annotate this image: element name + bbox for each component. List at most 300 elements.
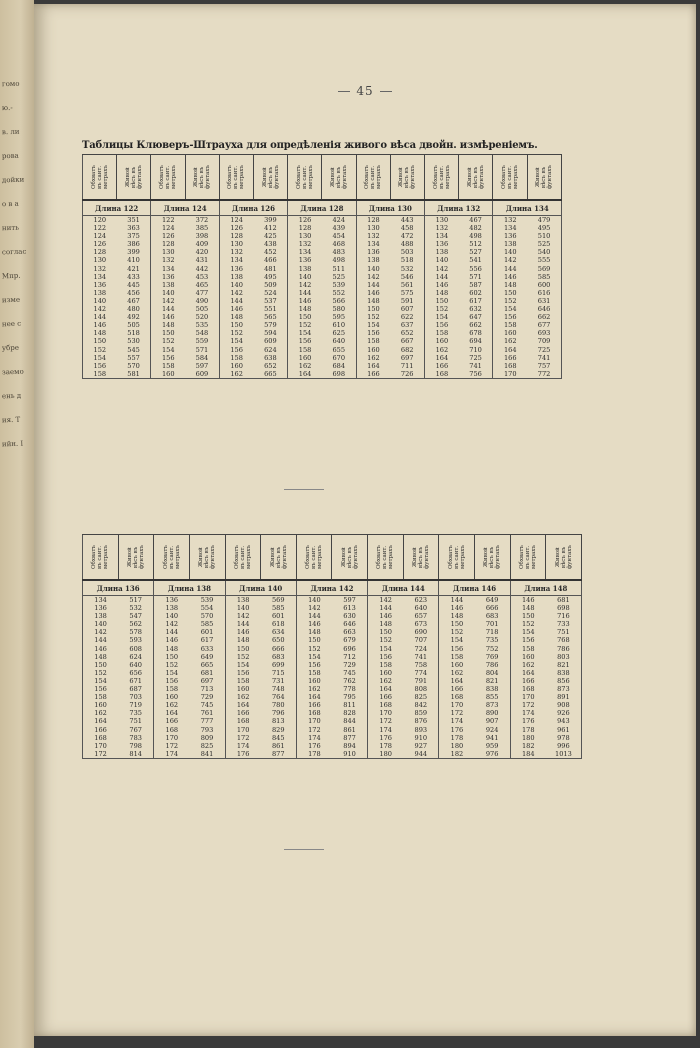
- column-header-text: Живой вѣсъ въ фунтахъ: [535, 164, 554, 190]
- weight-cell: 751: [546, 628, 582, 636]
- weight-cell: 554: [200, 604, 214, 613]
- girth-column-header: [368, 535, 404, 581]
- girth-cell: 172: [83, 750, 119, 759]
- girth-cell: 138: [154, 604, 190, 612]
- girth-column-header: [83, 535, 119, 581]
- weight-cell: 510: [527, 232, 561, 240]
- weight-cell: 910: [332, 750, 368, 759]
- girth-cell: 178: [296, 750, 332, 759]
- girth-cell: 130: [151, 248, 185, 256]
- weight-cell: 657: [414, 612, 428, 621]
- girth-cell: 154: [439, 636, 475, 644]
- girth-cell: 140: [83, 297, 117, 305]
- weight-cell: 625: [332, 329, 346, 338]
- girth-cell: 156: [225, 669, 261, 677]
- weight-cell: 439: [332, 224, 346, 233]
- weight-column-header: [254, 155, 288, 201]
- girth-cell: 152: [83, 346, 117, 354]
- weight-cell: 597: [195, 361, 209, 370]
- weight-cell: 546: [400, 272, 414, 281]
- girth-cell: 144: [288, 289, 322, 297]
- weight-cell: 725: [527, 346, 561, 354]
- girth-cell: 158: [83, 370, 117, 379]
- weight-column-header: [117, 155, 151, 201]
- weight-cell: 640: [129, 660, 142, 669]
- weight-cell: 363: [127, 224, 140, 233]
- weight-cell: 556: [469, 264, 482, 273]
- previous-page-text: в. ли: [1, 127, 20, 137]
- weight-cell: 821: [485, 676, 499, 685]
- weight-cell: 924: [485, 725, 499, 734]
- table-row: [83, 313, 562, 321]
- weight-cell: 777: [200, 717, 214, 726]
- girth-cell: 138: [151, 281, 185, 289]
- girth-cell: 136: [83, 604, 119, 612]
- girth-cell: 154: [425, 313, 459, 321]
- girth-cell: 160: [151, 370, 185, 379]
- weight-cell: 618: [271, 620, 285, 629]
- girth-cell: 124: [151, 224, 185, 232]
- previous-page-text: дойки: [1, 175, 25, 185]
- weight-cell: 678: [469, 329, 482, 338]
- length-group-header: Длина 144: [368, 580, 439, 596]
- girth-cell: 132: [151, 256, 185, 264]
- girth-cell: 158: [296, 669, 332, 677]
- girth-cell: 172: [368, 717, 404, 725]
- girth-cell: 152: [219, 329, 253, 337]
- girth-cell: 170: [439, 701, 475, 709]
- weight-cell: 690: [414, 628, 428, 637]
- girth-cell: 160: [356, 346, 390, 354]
- column-header-text: Обхватъ въ сант. метрахъ: [90, 165, 109, 189]
- column-header-text: Живой вѣсъ въ фунтахъ: [398, 164, 417, 190]
- weight-cell: 640: [414, 604, 428, 613]
- weight-cell: 694: [469, 337, 482, 346]
- girth-cell: 146: [83, 321, 117, 329]
- girth-cell: 140: [154, 612, 190, 620]
- girth-cell: 146: [510, 596, 546, 605]
- weight-cell: 774: [414, 668, 428, 677]
- weight-cell: 735: [129, 709, 142, 718]
- weight-cell: 861: [271, 741, 285, 750]
- table-row: [83, 232, 562, 240]
- weight-cell: 424: [332, 216, 346, 224]
- table-row: [83, 701, 582, 709]
- girth-cell: 156: [83, 362, 117, 370]
- girth-cell: 172: [296, 726, 332, 734]
- girth-cell: 170: [296, 717, 332, 725]
- weight-cell: 465: [195, 280, 209, 289]
- weight-cell: 662: [527, 313, 561, 321]
- girth-column-header: [510, 535, 546, 581]
- girth-cell: 122: [83, 224, 117, 232]
- girth-cell: 154: [83, 677, 119, 685]
- girth-cell: 156: [439, 645, 475, 653]
- weight-cell: 703: [129, 693, 142, 702]
- weight-cell: 630: [343, 612, 356, 621]
- girth-cell: 130: [83, 256, 117, 264]
- weight-cell: 681: [546, 596, 582, 605]
- girth-cell: 150: [425, 297, 459, 305]
- table-row: [83, 346, 562, 354]
- girth-cell: 180: [439, 742, 475, 750]
- weight-cell: 452: [264, 248, 277, 257]
- weight-cell: 518: [400, 256, 414, 265]
- weight-cell: 552: [332, 288, 346, 297]
- girth-cell: 174: [296, 734, 332, 742]
- girth-cell: 132: [219, 248, 253, 256]
- weight-cell: 829: [271, 725, 285, 734]
- weight-cell: 632: [469, 305, 482, 314]
- weight-cell: 555: [527, 256, 561, 264]
- weight-cell: 709: [527, 337, 561, 345]
- column-header-text: Живой вѣсъ въ фунтахъ: [126, 544, 145, 570]
- table-row: [83, 612, 582, 620]
- weight-cell: 480: [127, 305, 140, 314]
- girth-cell: 180: [368, 750, 404, 759]
- girth-cell: 174: [154, 750, 190, 759]
- weight-cell: 609: [264, 337, 277, 346]
- weight-cell: 769: [485, 652, 499, 661]
- weight-cell: 372: [195, 216, 209, 224]
- girth-cell: 140: [288, 273, 322, 281]
- previous-page-text: нее с: [1, 319, 22, 329]
- girth-cell: 174: [368, 726, 404, 734]
- weight-cell: 498: [469, 232, 482, 241]
- girth-cell: 148: [296, 628, 332, 636]
- weight-cell: 649: [485, 596, 499, 604]
- girth-column-header: [154, 535, 190, 581]
- weight-cell: 697: [400, 353, 414, 362]
- length-group-header: Длина 138: [154, 580, 225, 596]
- girth-cell: 158: [288, 346, 322, 354]
- girth-cell: 168: [510, 685, 546, 693]
- girth-cell: 128: [356, 216, 390, 225]
- weight-cell: 638: [264, 353, 277, 362]
- girth-cell: 138: [83, 289, 117, 297]
- girth-cell: 140: [83, 620, 119, 628]
- girth-cell: 158: [83, 693, 119, 701]
- length-group-header: Длина 146: [439, 580, 510, 596]
- girth-cell: 142: [368, 596, 404, 605]
- girth-cell: 160: [288, 354, 322, 362]
- girth-cell: 150: [154, 653, 190, 661]
- girth-cell: 150: [356, 305, 390, 313]
- table-row: [83, 240, 562, 248]
- girth-cell: 158: [225, 677, 261, 685]
- column-header-text: Живой вѣсъ въ фунтахъ: [554, 544, 573, 570]
- table-row: [83, 281, 562, 289]
- weight-cell: 891: [546, 693, 582, 701]
- table-row: [83, 329, 562, 337]
- weight-cell: 518: [127, 329, 140, 338]
- previous-page-text: гомо: [1, 79, 20, 89]
- length-group-header: Длина 136: [83, 580, 154, 596]
- girth-cell: 154: [510, 628, 546, 636]
- girth-cell: 146: [425, 281, 459, 289]
- girth-cell: 140: [225, 604, 261, 612]
- weight-cell: 458: [400, 224, 414, 233]
- girth-cell: 146: [288, 297, 322, 305]
- girth-cell: 150: [219, 321, 253, 329]
- girth-cell: 140: [493, 248, 527, 256]
- column-header-text: Живой вѣсъ въ фунтахъ: [466, 164, 485, 190]
- table-row: [83, 693, 582, 701]
- girth-cell: 134: [356, 240, 390, 248]
- weight-cell: 524: [264, 288, 277, 297]
- girth-cell: 168: [225, 717, 261, 725]
- girth-cell: 130: [288, 232, 322, 240]
- girth-cell: 142: [288, 281, 322, 289]
- girth-cell: 160: [154, 693, 190, 701]
- girth-cell: 144: [83, 636, 119, 644]
- weight-cell: 711: [400, 361, 414, 370]
- girth-cell: 164: [439, 677, 475, 685]
- weight-cell: 412: [264, 224, 277, 233]
- girth-cell: 148: [425, 289, 459, 297]
- weight-cell: 585: [271, 604, 285, 613]
- girth-column-header: [296, 535, 332, 581]
- weight-cell: 859: [414, 709, 428, 718]
- table-row: [83, 742, 582, 750]
- weight-cell: 454: [332, 232, 346, 241]
- length-group-header: Длина 122: [83, 200, 151, 216]
- girth-cell: 142: [296, 604, 332, 612]
- girth-cell: 156: [154, 677, 190, 685]
- weight-cell: 467: [469, 216, 482, 224]
- weight-cell: 569: [527, 265, 561, 273]
- weight-cell: 718: [485, 628, 499, 637]
- previous-page-text: заемо: [1, 367, 24, 377]
- girth-cell: 172: [225, 734, 261, 742]
- weight-cell: 453: [195, 272, 209, 281]
- girth-cell: 142: [493, 256, 527, 264]
- girth-cell: 154: [83, 354, 117, 362]
- girth-cell: 178: [439, 734, 475, 742]
- girth-cell: 166: [493, 354, 527, 362]
- weight-cell: 748: [271, 685, 285, 694]
- weight-cell: 410: [127, 256, 140, 265]
- weight-cell: 571: [195, 345, 209, 354]
- weight-cell: 547: [129, 612, 142, 621]
- weight-cell: 791: [414, 676, 428, 685]
- girth-cell: 130: [356, 224, 390, 232]
- weight-cell: 650: [271, 636, 285, 645]
- weight-cell: 926: [546, 709, 582, 717]
- weight-cell: 532: [400, 264, 414, 273]
- girth-cell: 156: [288, 337, 322, 345]
- previous-page-text: нить: [1, 223, 20, 233]
- column-header-text: Обхватъ въ сант. метрахъ: [162, 545, 181, 569]
- girth-cell: 182: [510, 742, 546, 750]
- girth-cell: 140: [356, 265, 390, 273]
- girth-cell: 152: [439, 628, 475, 636]
- weight-cell: 399: [127, 248, 140, 257]
- previous-page-text: изме: [1, 295, 21, 305]
- weight-cell: 780: [271, 701, 285, 710]
- girth-cell: 174: [510, 709, 546, 717]
- table-row: [83, 337, 562, 345]
- weight-cell: 716: [546, 612, 582, 620]
- weight-cell: 479: [527, 216, 561, 225]
- weight-cell: 725: [469, 353, 482, 362]
- girth-cell: 148: [83, 653, 119, 661]
- weight-cell: 637: [400, 321, 414, 330]
- weight-cell: 483: [332, 248, 346, 257]
- girth-cell: 152: [296, 645, 332, 653]
- girth-cell: 136: [288, 256, 322, 264]
- weight-cell: 495: [527, 224, 561, 232]
- girth-cell: 176: [225, 750, 261, 759]
- column-header-text: Обхватъ въ сант. метрахъ: [519, 545, 537, 569]
- column-header-text: Обхватъ въ сант. метрахъ: [159, 165, 177, 189]
- weight-cell: 640: [332, 337, 346, 346]
- weight-cell: 488: [400, 240, 414, 249]
- weight-cell: 649: [200, 652, 214, 661]
- weight-cell: 617: [200, 636, 214, 645]
- girth-cell: 144: [296, 612, 332, 620]
- weight-cell: 613: [343, 604, 356, 613]
- weight-cell: 978: [546, 734, 582, 742]
- weight-cell: 841: [189, 750, 225, 759]
- weight-cell: 595: [332, 313, 346, 322]
- weight-cell: 566: [332, 296, 346, 305]
- girth-cell: 132: [288, 240, 322, 248]
- weight-cell: 795: [343, 693, 356, 702]
- weight-cell: 535: [195, 321, 209, 330]
- weight-cell: 539: [332, 280, 346, 289]
- girth-cell: 172: [439, 709, 475, 717]
- girth-cell: 172: [510, 701, 546, 709]
- weight-cell: 783: [129, 733, 142, 742]
- weight-cell: 855: [485, 693, 499, 702]
- girth-cell: 140: [296, 596, 332, 605]
- weight-cell: 907: [485, 717, 499, 726]
- length-group-header: Длина 132: [425, 200, 493, 216]
- girth-cell: 144: [83, 313, 117, 321]
- girth-cell: 178: [368, 742, 404, 750]
- girth-cell: 162: [296, 685, 332, 693]
- girth-column-header: [225, 535, 261, 581]
- weight-column-header: [322, 155, 356, 201]
- column-header-text: Живой вѣсъ въ фунтахъ: [483, 544, 502, 570]
- girth-cell: 166: [510, 677, 546, 685]
- weight-cell: 745: [343, 668, 356, 677]
- girth-cell: 146: [151, 313, 185, 321]
- weight-cell: 796: [271, 709, 285, 718]
- weight-column-header: [403, 535, 439, 581]
- girth-cell: 158: [425, 329, 459, 337]
- weight-cell: 663: [343, 628, 356, 637]
- girth-cell: 154: [368, 645, 404, 653]
- previous-page-text: убре: [1, 343, 20, 353]
- weight-cell: 908: [546, 701, 582, 709]
- weight-cell: 541: [469, 256, 482, 265]
- girth-cell: 124: [219, 216, 253, 225]
- weight-column-header: [527, 155, 561, 201]
- weight-cell: 540: [527, 248, 561, 256]
- weight-cell: 741: [527, 354, 561, 362]
- girth-cell: 128: [83, 248, 117, 256]
- weight-cell: 578: [129, 628, 142, 637]
- table-row: [83, 685, 582, 693]
- girth-cell: 128: [288, 224, 322, 232]
- weight-cell: 726: [390, 370, 424, 379]
- previous-page-text: ень д: [1, 391, 22, 401]
- weight-cell: 433: [127, 272, 140, 281]
- weight-cell: 399: [264, 216, 277, 224]
- weight-cell: 712: [343, 652, 356, 661]
- girth-cell: 142: [154, 620, 190, 628]
- girth-cell: 160: [368, 669, 404, 677]
- column-header-text: Живой вѣсъ въ фунтахъ: [124, 164, 143, 190]
- weight-cell: 729: [343, 660, 356, 669]
- column-header-text: Живой вѣсъ въ фунтахъ: [193, 164, 212, 190]
- weight-cell: 667: [400, 337, 414, 346]
- weight-cell: 624: [129, 652, 142, 661]
- girth-cell: 172: [154, 742, 190, 750]
- weight-column-header: [118, 535, 154, 581]
- page-number: 45: [34, 84, 696, 98]
- weight-cell: 456: [127, 288, 140, 297]
- weight-cell: 593: [129, 636, 142, 645]
- column-header-text: Живой вѣсъ въ фунтахъ: [412, 544, 431, 570]
- weight-cell: 610: [332, 321, 346, 330]
- girth-cell: 158: [510, 645, 546, 653]
- girth-cell: 166: [368, 693, 404, 701]
- weight-cell: 559: [195, 337, 209, 346]
- girth-cell: 130: [219, 240, 253, 248]
- girth-cell: 168: [425, 370, 459, 379]
- girth-cell: 152: [510, 620, 546, 628]
- length-group-header: Длина 134: [493, 200, 562, 216]
- table-row: [83, 717, 582, 725]
- girth-cell: 138: [288, 265, 322, 273]
- weight-cell: 646: [343, 620, 356, 629]
- girth-cell: 160: [225, 685, 261, 693]
- girth-cell: 148: [225, 636, 261, 644]
- table-row: [83, 596, 582, 605]
- girth-cell: 152: [425, 305, 459, 313]
- girth-cell: 150: [83, 661, 119, 669]
- weight-cell: 445: [127, 280, 140, 289]
- table-row: [83, 305, 562, 313]
- girth-cell: 136: [356, 248, 390, 256]
- table-row: [83, 669, 582, 677]
- previous-page-text: ийн. I: [1, 439, 24, 449]
- weight-cell: 752: [485, 644, 499, 653]
- weight-cell: 386: [127, 240, 140, 249]
- girth-cell: 164: [425, 354, 459, 362]
- weight-cell: 585: [200, 620, 214, 629]
- girth-cell: 150: [439, 620, 475, 628]
- girth-cell: 160: [219, 362, 253, 370]
- weight-cell: 715: [271, 668, 285, 677]
- girth-cell: 132: [83, 265, 117, 273]
- weight-cell: 616: [527, 289, 561, 297]
- girth-cell: 128: [219, 232, 253, 240]
- girth-cell: 158: [219, 354, 253, 362]
- weight-cell: 580: [332, 305, 346, 314]
- girth-cell: 134: [493, 224, 527, 232]
- weight-cell: 666: [485, 604, 499, 613]
- girth-cell: 164: [368, 685, 404, 693]
- girth-cell: 154: [151, 346, 185, 354]
- girth-cell: 126: [151, 232, 185, 240]
- weight-cell: 517: [129, 596, 142, 604]
- weight-cell: 438: [264, 240, 277, 249]
- girth-column-header: [288, 155, 322, 201]
